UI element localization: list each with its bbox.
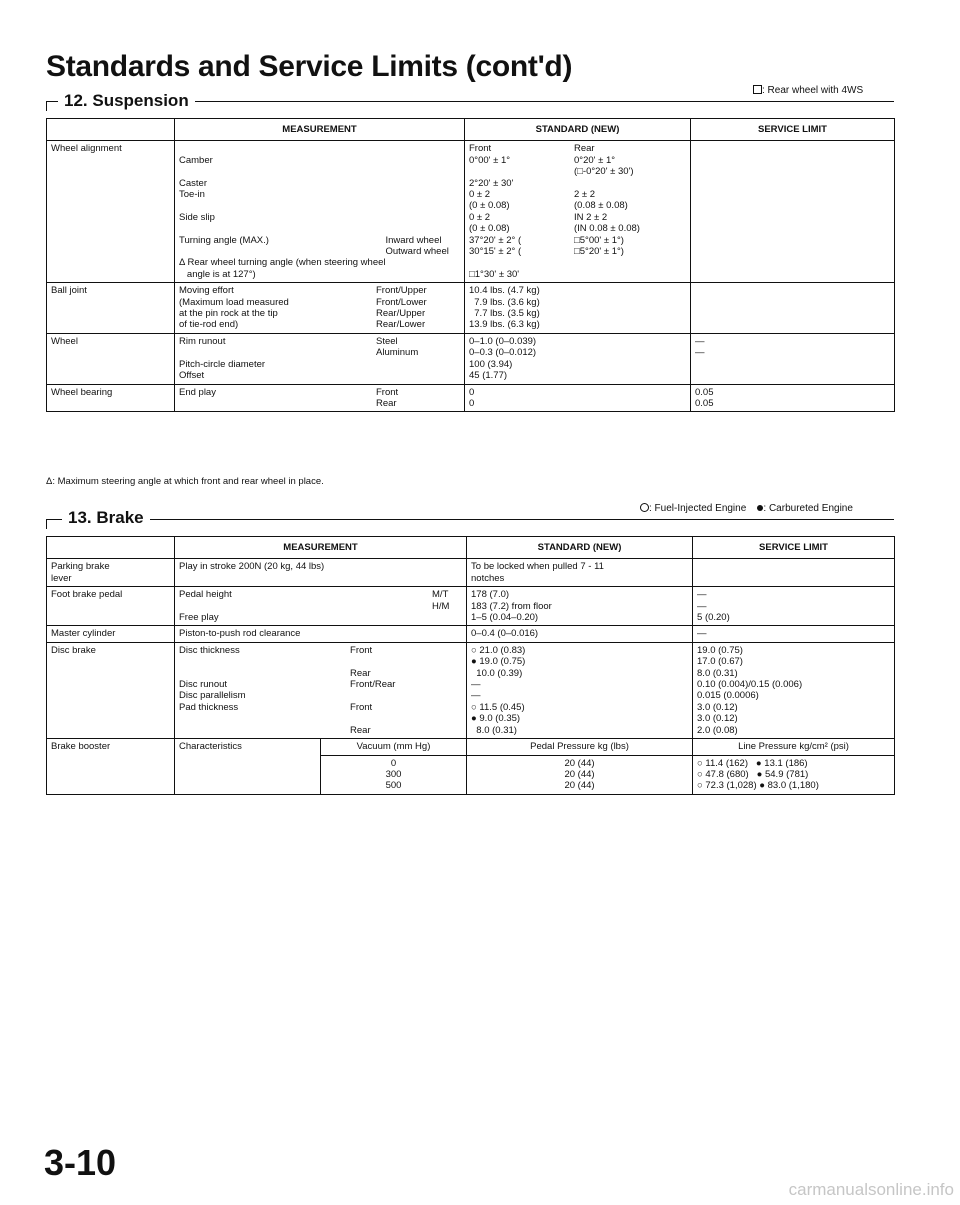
measure-line	[386, 200, 461, 211]
wheel-alignment-limit	[691, 141, 895, 283]
line-pressure-line: ○ 72.3 (1,028) ● 83.0 (1,180)	[697, 780, 819, 792]
limit-line: —	[695, 335, 705, 347]
std-line	[574, 178, 686, 189]
wheel-limit	[691, 333, 895, 384]
measure-line: Front/Upper	[376, 285, 427, 297]
measure-line: Pad thickness	[179, 701, 239, 713]
pedal-line: 20 (44)	[564, 768, 595, 780]
wheel-measure	[175, 333, 465, 384]
measure-line: Rear	[376, 397, 397, 409]
limit-line: —	[695, 347, 705, 359]
brake-header-row	[47, 537, 895, 559]
master-limit	[693, 626, 895, 642]
measure-line: H/M	[432, 600, 450, 612]
std-line: (IN 0.08 ± 0.08)	[574, 223, 640, 235]
table-row	[47, 587, 895, 626]
measure-line	[386, 223, 461, 234]
master-measure	[175, 626, 467, 642]
vacuum-header: Vacuum (mm Hg)	[321, 739, 467, 755]
std-line	[469, 257, 521, 268]
disc-measure	[175, 642, 467, 738]
measure-line	[386, 189, 461, 200]
limit-line	[695, 370, 890, 381]
std-line: ● 19.0 (0.75)	[471, 656, 526, 668]
line-pressure-header: Line Pressure kg/cm² (psi)	[693, 739, 895, 755]
measure-right	[386, 143, 461, 280]
measure-line: Rim runout	[179, 335, 226, 347]
std-line: 183 (7.2) from floor	[471, 600, 552, 612]
std-line: 0–0.4 (0–0.016)	[471, 628, 539, 640]
measure-line: Piston-to-push rod clearance	[179, 628, 301, 640]
limit-line: 17.0 (0.67)	[697, 656, 743, 668]
measure-line	[386, 257, 461, 268]
measure-line	[179, 656, 246, 667]
limit-line: 19.0 (0.75)	[697, 644, 743, 656]
limit-line: 0.015 (0.0006)	[697, 690, 759, 702]
std-line: —	[471, 690, 481, 702]
category-line: Foot brake pedal	[51, 589, 123, 601]
measure-line	[179, 725, 246, 736]
service-limit-header: SERVICE LIMIT	[693, 537, 895, 559]
measure-line	[386, 155, 461, 166]
measure-left	[179, 645, 246, 736]
row-category	[47, 587, 175, 626]
std-line: ○ 21.0 (0.83)	[471, 644, 526, 656]
brake-table	[46, 536, 895, 795]
measure-line: Caster	[179, 177, 207, 189]
measure-line: Disc runout	[179, 679, 228, 691]
std-line: 0–1.0 (0–0.039)	[469, 335, 537, 347]
std-line: ○ 11.5 (0.45)	[471, 701, 525, 713]
ball-joint-standard	[465, 283, 691, 334]
std-rear	[574, 143, 686, 280]
measure-line	[179, 143, 386, 154]
limit-line: 2.0 (0.08)	[697, 724, 738, 736]
wheel-bearing-measure	[175, 384, 465, 412]
disc-standard	[467, 642, 693, 738]
std-line: 1–5 (0.04–0.20)	[471, 612, 539, 624]
table-row	[47, 384, 895, 412]
measure-line: Pedal height	[179, 589, 232, 601]
table-row	[47, 141, 895, 283]
measure-line: Moving effort	[179, 285, 234, 297]
category-line: Parking brake	[51, 561, 110, 573]
measure-right	[350, 645, 462, 736]
brake-blank-header	[47, 537, 175, 559]
pedal-pressure-header: Pedal Pressure kg (lbs)	[467, 739, 693, 755]
suspension-table	[46, 118, 895, 412]
limit-line: 8.0 (0.31)	[697, 667, 738, 679]
foot-standard	[467, 587, 693, 626]
limit-line: 3.0 (0.12)	[697, 701, 738, 713]
measure-line: M/T	[432, 589, 449, 601]
measure-line	[179, 601, 232, 612]
measure-line	[386, 178, 461, 189]
limit-line: 0.05	[695, 386, 714, 398]
measurement-header: MEASUREMENT	[175, 537, 467, 559]
measure-line	[376, 359, 460, 370]
measure-line	[179, 166, 386, 177]
std-line: 10.4 lbs. (4.7 kg)	[469, 285, 540, 297]
measure-line	[386, 143, 461, 154]
std-line: —	[471, 679, 481, 691]
measure-line: End play	[179, 386, 216, 398]
measure-line: Disc thickness	[179, 644, 240, 656]
table-row	[47, 739, 895, 755]
table-row	[47, 559, 895, 587]
limit-line: 0.05	[695, 397, 714, 409]
row-category	[47, 739, 175, 795]
std-line: 8.0 (0.31)	[471, 724, 517, 736]
footer-watermark: carmanualsonline.info	[788, 1180, 954, 1199]
std-line: 0	[469, 386, 475, 398]
brake-rule	[46, 519, 894, 520]
measure-line	[376, 370, 460, 381]
standard-header: STANDARD (NEW)	[467, 537, 693, 559]
std-line: 0°20' ± 1°	[574, 154, 616, 166]
measure-line: Disc parallelism	[179, 690, 246, 702]
measure-line: Play in stroke 200N (20 kg, 44 lbs)	[179, 561, 325, 573]
measure-line: Front/Rear	[350, 679, 396, 691]
pedal-pressure-values	[467, 755, 693, 794]
measure-line: Front	[350, 644, 373, 656]
wheel-bearing-limit	[691, 384, 895, 412]
std-line: 0–0.3 (0–0.012)	[469, 347, 537, 359]
std-line	[469, 166, 521, 177]
std-line: notches	[471, 572, 505, 584]
measure-line: at the pin rock at the tip	[179, 308, 278, 320]
circle-icon	[640, 503, 649, 512]
std-line: Rear	[574, 143, 595, 155]
std-line: 30°15' ± 2° (	[469, 246, 522, 258]
measure-right	[432, 589, 462, 623]
measure-line: Aluminum	[376, 347, 419, 359]
category-line: lever	[51, 572, 72, 584]
measure-line: Inward wheel	[385, 234, 442, 246]
row-category: Wheel alignment	[47, 141, 175, 283]
foot-measure	[175, 587, 467, 626]
square-icon	[753, 85, 762, 94]
table-row	[47, 626, 895, 642]
limit-line: 3.0 (0.12)	[697, 713, 738, 725]
measure-line	[179, 246, 386, 257]
page-number: 3-10	[44, 1142, 117, 1183]
std-line: 7.7 lbs. (3.5 kg)	[469, 308, 540, 320]
std-line: 13.9 lbs. (6.3 kg)	[469, 319, 540, 331]
std-line	[574, 257, 686, 268]
std-line: (0 ± 0.08)	[469, 223, 510, 235]
measure-left	[179, 336, 265, 382]
table-row	[47, 283, 895, 334]
pedal-line: 20 (44)	[564, 757, 595, 769]
std-line: IN 2 ± 2	[574, 211, 608, 223]
std-line: To be locked when pulled 7 - 11	[471, 561, 604, 573]
std-line: 2°20' ± 30'	[469, 177, 514, 189]
measure-line: Toe-in	[179, 189, 205, 200]
measure-line: Front/Lower	[376, 296, 427, 308]
measure-line	[432, 612, 462, 623]
measure-line: Front	[350, 701, 373, 713]
std-line: 7.9 lbs. (3.6 kg)	[469, 296, 540, 308]
wheel-standard	[465, 333, 691, 384]
category-line: Master cylinder	[51, 628, 116, 640]
measurement-header: MEASUREMENT	[175, 119, 465, 141]
measure-line	[179, 347, 265, 358]
parking-standard	[467, 559, 693, 587]
measure-line: Rear	[350, 667, 371, 679]
std-line: 37°20' ± 2° (	[469, 234, 522, 246]
measure-line	[350, 713, 462, 724]
std-line: ● 9.0 (0.35)	[471, 713, 521, 725]
line-pressure-line: ○ 47.8 (680) ● 54.9 (781)	[697, 768, 809, 780]
row-category: Ball joint	[47, 283, 175, 334]
measure-left	[179, 387, 216, 410]
suspension-blank-header	[47, 119, 175, 141]
measure-line	[386, 269, 461, 280]
measure-line: Turning angle (MAX.)	[179, 234, 269, 246]
foot-limit	[693, 587, 895, 626]
measure-line: Offset	[179, 370, 205, 382]
vacuum-line: 500	[385, 780, 402, 792]
parking-limit	[693, 559, 895, 587]
measure-line: Pitch-circle diameter	[179, 358, 266, 370]
vacuum-line: 300	[385, 768, 402, 780]
suspension-header-row	[47, 119, 895, 141]
parking-measure	[175, 559, 467, 587]
std-line: 0 ± 2	[469, 189, 491, 201]
measure-line: Front	[376, 386, 399, 398]
line-pressure-line: ○ 11.4 (162) ● 13.1 (186)	[697, 757, 808, 769]
std-line: 0°00' ± 1°	[469, 154, 511, 166]
measure-right	[376, 387, 460, 410]
std-line: □1°30' ± 30'	[469, 268, 520, 280]
row-category	[47, 626, 175, 642]
measure-right	[376, 285, 460, 331]
master-standard	[467, 626, 693, 642]
limit-line: 5 (0.20)	[697, 612, 730, 624]
measure-line: angle is at 127°)	[179, 268, 256, 280]
limit-line	[695, 359, 890, 370]
row-category	[47, 559, 175, 587]
measure-line	[350, 656, 462, 667]
measure-line: Free play	[179, 612, 219, 624]
std-line: □5°00' ± 1°)	[574, 234, 624, 246]
row-category: Wheel bearing	[47, 384, 175, 412]
brake-rule-tick	[46, 519, 47, 529]
ball-joint-measure	[175, 283, 465, 334]
measure-line: Δ Rear wheel turning angle (when steering wheel	[179, 257, 386, 269]
suspension-rule-tick	[46, 101, 47, 111]
table-row	[47, 642, 895, 738]
page-title: Standards and Service Limits (cont'd)	[46, 50, 573, 83]
standard-header: STANDARD (NEW)	[465, 119, 691, 141]
measure-left	[179, 285, 289, 331]
measure-line	[179, 713, 246, 724]
measure-left	[179, 143, 386, 280]
std-line: (□-0°20' ± 30')	[574, 166, 634, 178]
row-category	[47, 642, 175, 738]
std-line: (0.08 ± 0.08)	[574, 200, 628, 212]
suspension-heading: 12. Suspension	[58, 91, 195, 111]
measure-left	[179, 589, 232, 623]
std-line: 178 (7.0)	[471, 589, 510, 601]
limit-line: —	[697, 600, 707, 612]
measure-line: Rear/Lower	[376, 319, 426, 331]
wheel-alignment-measure	[175, 141, 465, 283]
brake-heading: 13. Brake	[62, 508, 150, 528]
limit-line: 0.10 (0.004)/0.15 (0.006)	[697, 679, 803, 691]
measure-right	[376, 336, 460, 382]
measure-line: Outward wheel	[385, 245, 449, 257]
booster-measure	[175, 739, 321, 795]
measure-line: Characteristics	[179, 741, 242, 753]
wheel-alignment-standard	[465, 141, 691, 283]
category-line: Brake booster	[51, 741, 111, 753]
std-line: (0 ± 0.08)	[469, 200, 510, 212]
std-line: Front	[469, 143, 492, 155]
line-pressure-values	[693, 755, 895, 794]
measure-line	[179, 223, 386, 234]
measure-line	[179, 668, 246, 679]
vacuum-values	[321, 755, 467, 794]
service-limit-header: SERVICE LIMIT	[691, 119, 895, 141]
measure-line	[179, 200, 386, 211]
suspension-footnote: Δ: Maximum steering angle at which front and rear wheel in place.	[46, 476, 324, 487]
measure-line: Camber	[179, 154, 213, 166]
std-front	[469, 143, 521, 280]
measure-line: of tie-rod end)	[179, 319, 239, 331]
measure-line: (Maximum load measured	[179, 296, 289, 308]
disc-limit	[693, 642, 895, 738]
pedal-line: 20 (44)	[564, 780, 595, 792]
std-line: 10.0 (0.39)	[471, 667, 523, 679]
std-line: 100 (3.94)	[469, 358, 513, 370]
wheel-bearing-standard	[465, 384, 691, 412]
std-line: 2 ± 2	[574, 189, 596, 201]
measure-line: Steel	[376, 335, 398, 347]
std-line: □5°20' ± 1°)	[574, 246, 624, 258]
measure-line	[350, 690, 462, 701]
std-line: 0 ± 2	[469, 211, 491, 223]
limit-line: —	[697, 589, 707, 601]
ball-joint-limit	[691, 283, 895, 334]
row-category: Wheel	[47, 333, 175, 384]
std-line: 45 (1.77)	[469, 370, 508, 382]
brake-legend: : Fuel-Injected Engine : Carbureted Engine	[640, 503, 853, 514]
measure-line	[386, 166, 461, 177]
measure-line: Rear/Upper	[376, 308, 426, 320]
measure-line	[386, 212, 461, 223]
category-line: Disc brake	[51, 644, 96, 656]
suspension-legend: : Rear wheel with 4WS	[753, 85, 863, 96]
limit-line: —	[697, 628, 707, 640]
measure-line: Rear	[350, 724, 371, 736]
std-line: 0	[469, 397, 475, 409]
measure-line	[179, 398, 216, 409]
std-line	[574, 269, 686, 280]
table-row	[47, 333, 895, 384]
measure-line: Side slip	[179, 211, 215, 223]
vacuum-line: 0	[390, 757, 397, 769]
